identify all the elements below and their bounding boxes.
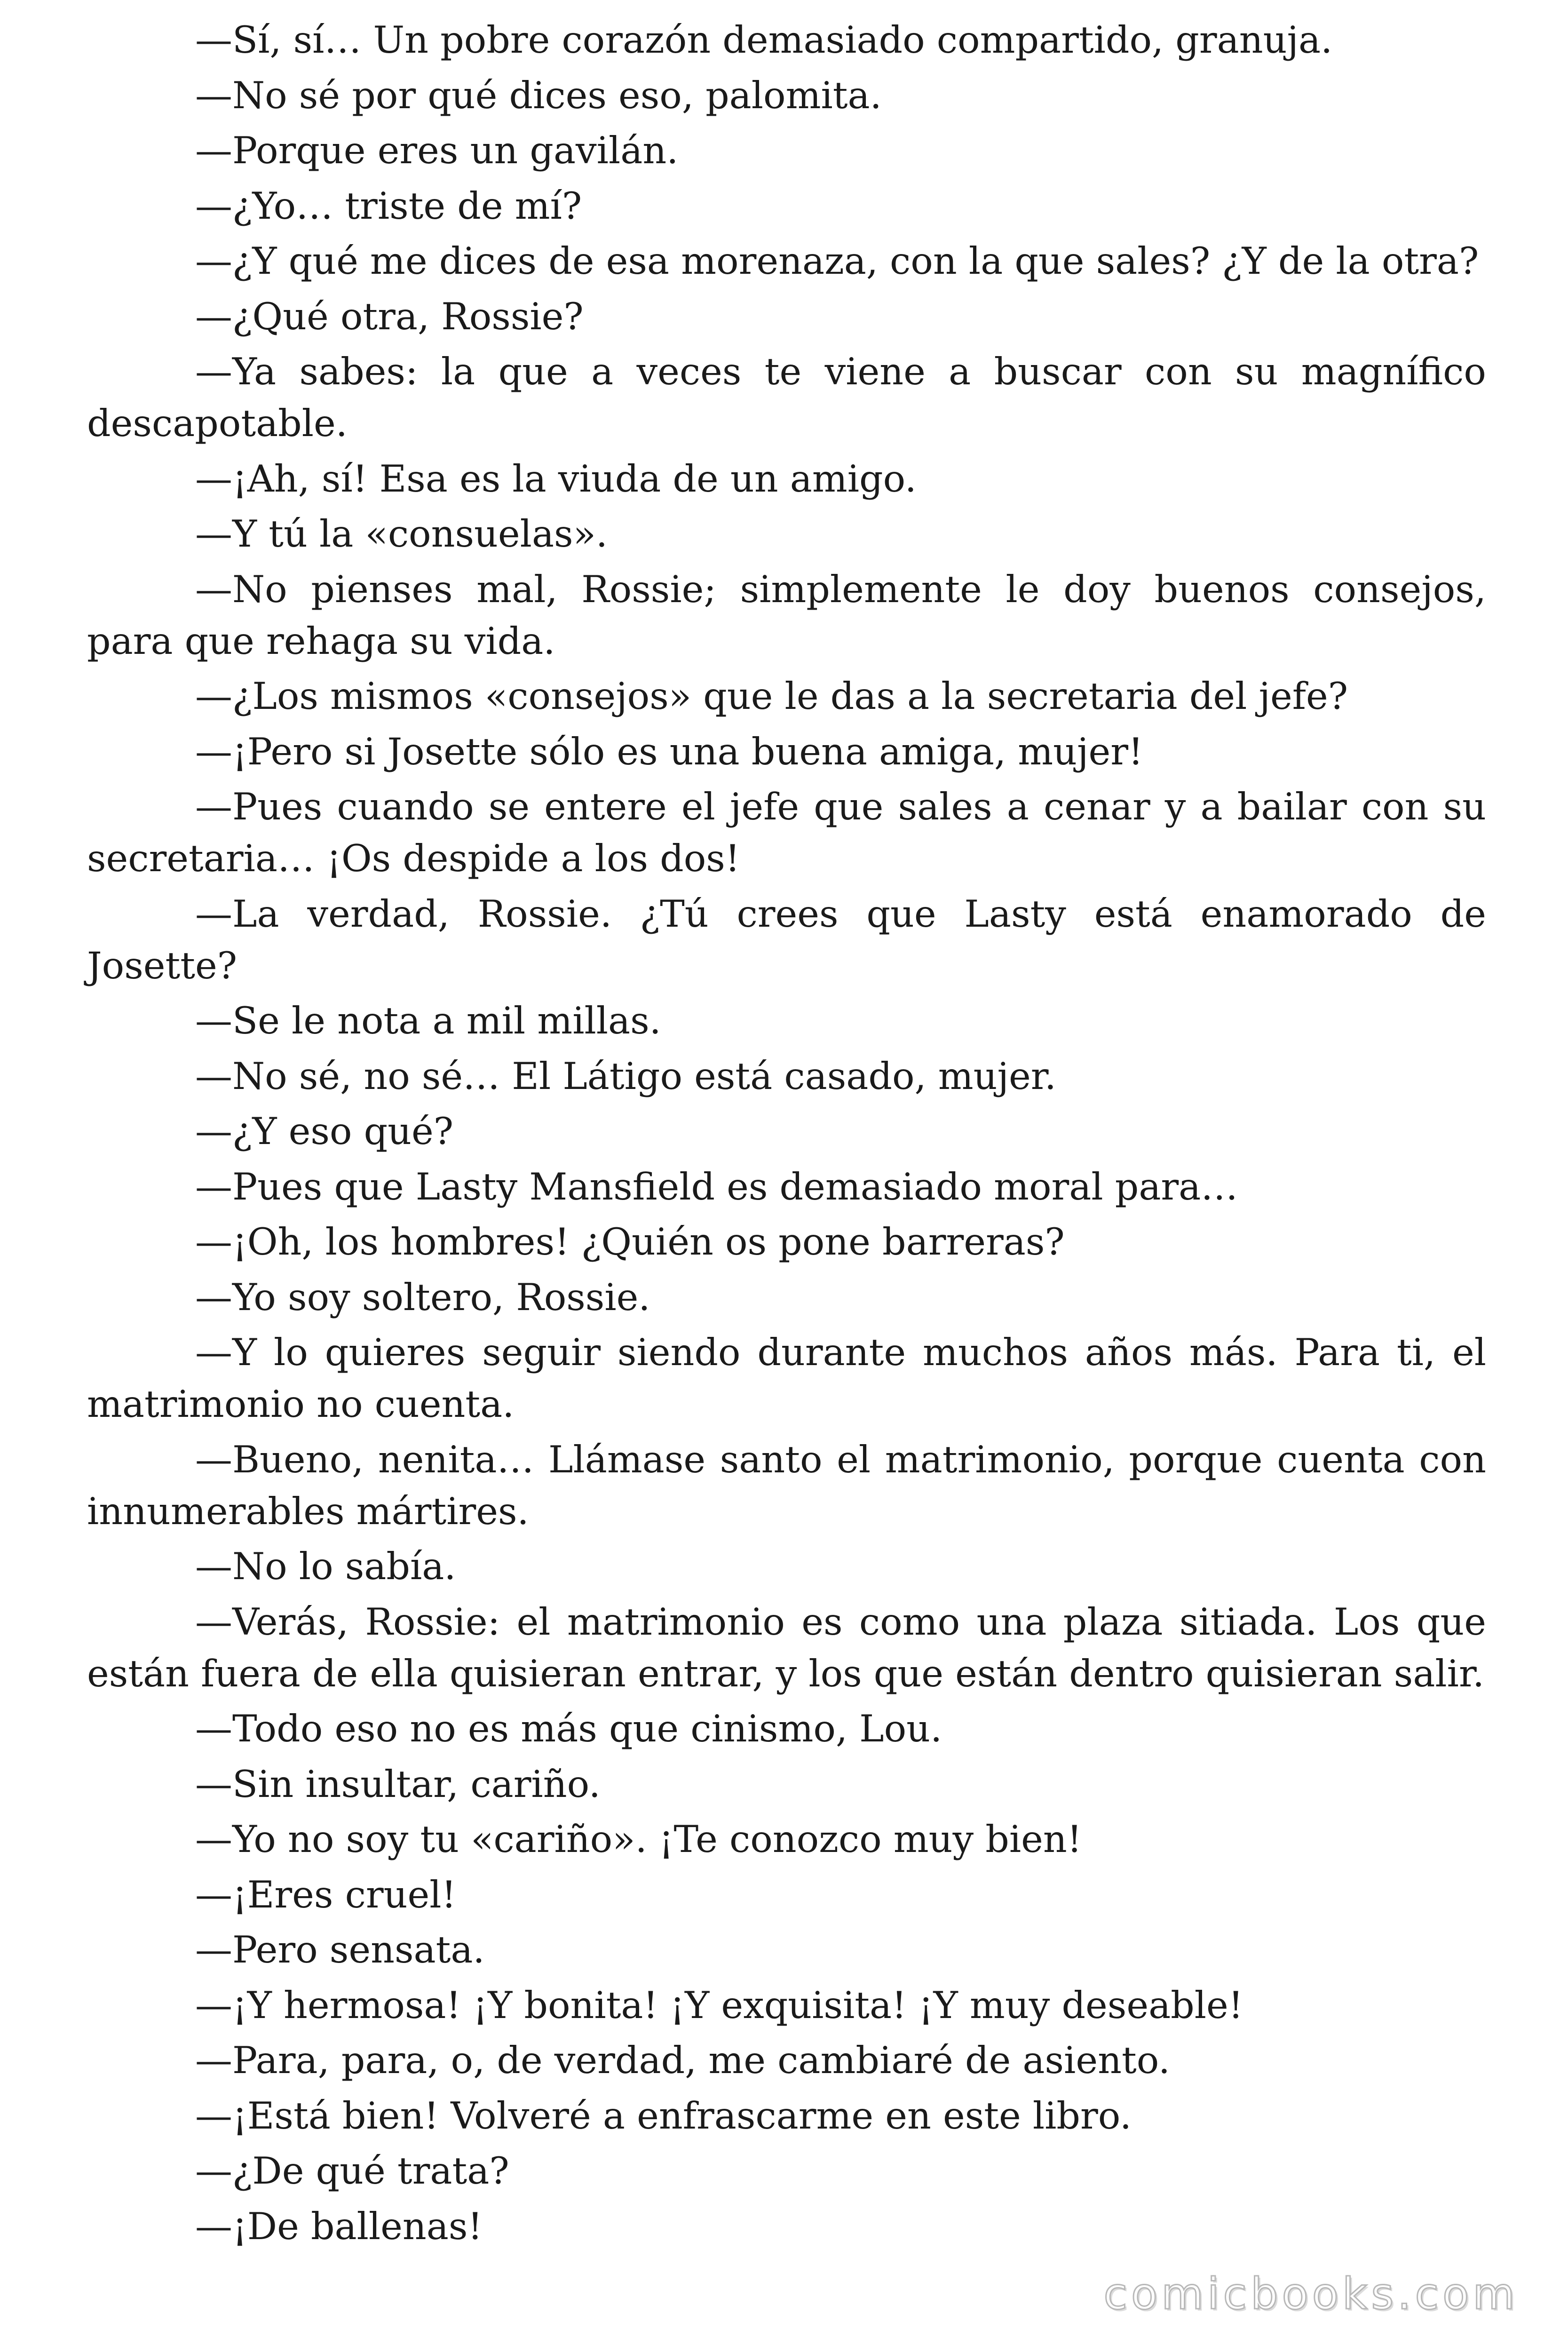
paragraph: —La verdad, Rossie. ¿Tú crees que Lasty está enamorado de Josette? bbox=[87, 892, 1486, 987]
paragraph: —Porque eres un gavilán. bbox=[195, 129, 679, 172]
paragraph: —Todo eso no es más que cinismo, Lou. bbox=[195, 1707, 942, 1750]
paragraph: —Bueno, nenita… Llámase santo el matrimonio, porque cuenta con innumerables mártires. bbox=[87, 1438, 1486, 1533]
paragraph: —No pienses mal, Rossie; simplemente le doy buenos consejos, para que rehaga su vida. bbox=[87, 567, 1486, 663]
watermark-text: comicbooks.com bbox=[1103, 2269, 1519, 2319]
paragraph: —¿Los mismos «consejos» que le das a la secretaria del jefe? bbox=[195, 675, 1348, 718]
paragraph: —¿Yo… triste de mí? bbox=[195, 184, 582, 228]
paragraph: —No lo sabía. bbox=[195, 1545, 456, 1588]
paragraph: —¡Ah, sí! Esa es la viuda de un amigo. bbox=[195, 457, 917, 501]
paragraph: —No sé por qué dices eso, palomita. bbox=[195, 73, 882, 117]
paragraph: —Pues cuando se entere el jefe que sales a cenar y a bailar con su secretaria… ¡Os despide a los dos! bbox=[87, 785, 1486, 880]
paragraph: —¡Y hermosa! ¡Y bonita! ¡Y exquisita! ¡Y muy deseable! bbox=[195, 1983, 1243, 2027]
paragraph: —¿Qué otra, Rossie? bbox=[195, 294, 584, 338]
paragraph: —¿Y eso qué? bbox=[195, 1110, 454, 1153]
paragraph: —¡De ballenas! bbox=[195, 2204, 483, 2248]
paragraph: —Y lo quieres seguir siendo durante muchos años más. Para ti, el matrimonio no cuenta. bbox=[87, 1331, 1486, 1426]
paragraph: —Y tú la «consuelas». bbox=[195, 512, 608, 556]
paragraph: —Para, para, o, de verdad, me cambiaré de asiento. bbox=[195, 2039, 1170, 2082]
paragraph: —Verás, Rossie: el matrimonio es como una plaza sitiada. Los que están fuera de ella quisieran entrar, y los que están dentro quisieran salir. bbox=[87, 1600, 1486, 1695]
paragraph: —No sé, no sé… El Látigo está casado, mujer. bbox=[195, 1054, 1056, 1098]
dialogue-text bbox=[87, 14, 1486, 2256]
paragraph: —Se le nota a mil millas. bbox=[195, 999, 661, 1042]
paragraph: —¡Eres cruel! bbox=[195, 1873, 457, 1916]
paragraph: —Yo no soy tu «cariño». ¡Te conozco muy bien! bbox=[195, 1818, 1082, 1861]
paragraph: —Pues que Lasty Mansfield es demasiado moral para… bbox=[195, 1165, 1238, 1208]
paragraph: —Ya sabes: la que a veces te viene a buscar con su magnífico descapotable. bbox=[87, 350, 1486, 445]
paragraph: —¡Pero si Josette sólo es una buena amiga, mujer! bbox=[195, 730, 1143, 773]
paragraph: —Yo soy soltero, Rossie. bbox=[195, 1275, 650, 1319]
paragraph: —¿Y qué me dices de esa morenaza, con la que sales? ¿Y de la otra? bbox=[195, 239, 1479, 283]
paragraph: —¿De qué trata? bbox=[195, 2149, 509, 2193]
paragraph: —Sin insultar, cariño. bbox=[195, 1762, 601, 1806]
paragraph: —¡Está bien! Volveré a enfrascarme en este libro. bbox=[195, 2094, 1132, 2137]
paragraph: —Sí, sí… Un pobre corazón demasiado compartido, granuja. bbox=[195, 18, 1333, 62]
paragraph: —¡Oh, los hombres! ¿Quién os pone barreras? bbox=[195, 1220, 1065, 1263]
paragraph: —Pero sensata. bbox=[195, 1928, 485, 1971]
